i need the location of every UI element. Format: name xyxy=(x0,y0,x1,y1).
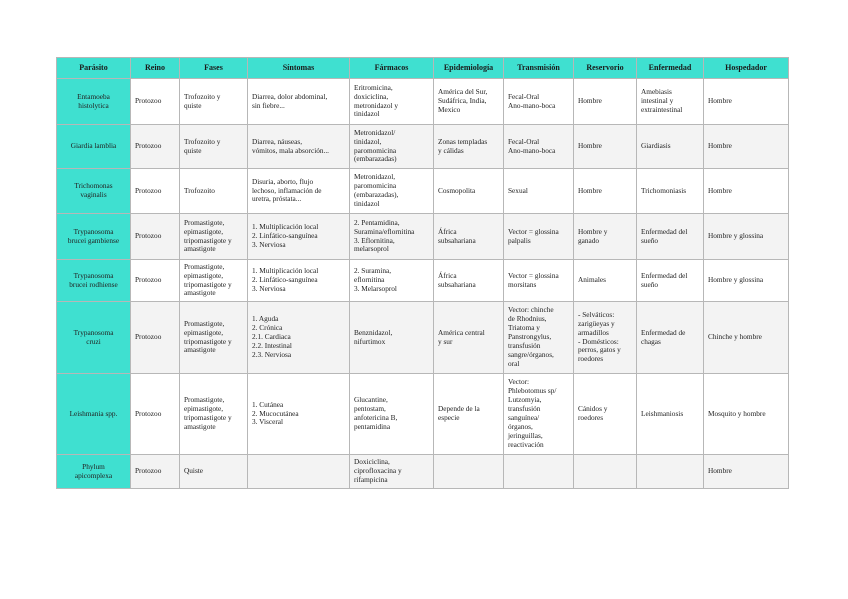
cell-reservorio xyxy=(574,79,637,125)
cell-sintomas xyxy=(248,125,350,169)
cell-text: Hombre xyxy=(578,96,602,106)
cell-hospedador xyxy=(704,125,789,169)
cell-enfermedad xyxy=(637,374,704,455)
cell-sintomas xyxy=(248,260,350,302)
cell-epidemiologia xyxy=(434,125,504,169)
cell-text: Protozoo xyxy=(135,185,162,195)
cell-transmision xyxy=(504,214,574,260)
cell-text: Chinche y hombre xyxy=(708,332,762,342)
cell-text: Doxiciclina, ciprofloxacina y rifampicina xyxy=(354,457,402,484)
cell-hospedador xyxy=(704,260,789,302)
cell-hospedador xyxy=(704,374,789,455)
table-row xyxy=(57,125,789,169)
cell-sintomas xyxy=(248,169,350,214)
cell-hospedador xyxy=(704,302,789,374)
header-parasito: Parásito xyxy=(57,58,131,79)
cell-epidemiologia xyxy=(434,260,504,302)
cell-reino xyxy=(131,260,180,302)
header-fases: Fases xyxy=(180,58,248,79)
cell-reservorio xyxy=(574,455,637,489)
cell-reservorio xyxy=(574,214,637,260)
cell-farmacos xyxy=(350,374,434,455)
cell-fases xyxy=(180,214,248,260)
cell-text: Hombre xyxy=(578,141,602,151)
cell-sintomas xyxy=(248,455,350,489)
cell-parasito xyxy=(57,79,131,125)
header-enfermedad: Enfermedad xyxy=(637,58,704,79)
cell-epidemiologia xyxy=(434,214,504,260)
header-reino: Reino xyxy=(131,58,180,79)
cell-text: Metronidazol/ tinidazol, paromomicina (embarazadas) xyxy=(354,127,397,164)
cell-fases xyxy=(180,79,248,125)
header-epidemiologia: Epidemiología xyxy=(434,58,504,79)
cell-text: 1. Multiplicación local 2. Linfático-sanguínea 3. Nerviosa xyxy=(252,222,319,249)
cell-transmision xyxy=(504,125,574,169)
cell-text: Protozoo xyxy=(135,275,162,285)
cell-text: Fecal-Oral Ano-mano-boca xyxy=(508,136,556,155)
cell-farmacos xyxy=(350,455,434,489)
cell-sintomas xyxy=(248,214,350,260)
cell-text: Cosmopolita xyxy=(438,185,476,195)
cell-text: Promastigote, epimastigote, tripomastigote y amastigote xyxy=(184,395,232,431)
header-transmision: Transmisión xyxy=(504,58,574,79)
cell-parasito xyxy=(57,169,131,214)
cell-reino xyxy=(131,455,180,489)
cell-text: Leishmania spp. xyxy=(69,408,118,418)
cell-hospedador xyxy=(704,79,789,125)
cell-fases xyxy=(180,125,248,169)
cell-enfermedad xyxy=(637,302,704,374)
cell-text: Quiste xyxy=(184,466,204,476)
cell-reino xyxy=(131,125,180,169)
cell-text: Promastigote, epimastigote, tripomastigote y amastigote xyxy=(184,217,232,254)
cell-transmision xyxy=(504,260,574,302)
cell-text: Enfermedad del sueño xyxy=(641,226,688,245)
cell-text: Promastigote, epimastigote, tripomastigote y amastigote xyxy=(184,261,232,298)
table-row xyxy=(57,302,789,374)
cell-text: Entamoeba histolytica xyxy=(77,91,110,110)
cell-reino xyxy=(131,79,180,125)
cell-hospedador xyxy=(704,214,789,260)
cell-transmision xyxy=(504,374,574,455)
cell-reino xyxy=(131,374,180,455)
cell-reservorio xyxy=(574,302,637,374)
table-row xyxy=(57,79,789,125)
cell-text: 2. Pentamidina, Suramina/eflornitina 3. Eflornitina, melarsoprol xyxy=(354,217,415,254)
cell-text: Trofozoito xyxy=(184,185,215,195)
cell-epidemiologia xyxy=(434,374,504,455)
cell-epidemiologia xyxy=(434,79,504,125)
cell-reino xyxy=(131,214,180,260)
cell-parasito xyxy=(57,260,131,302)
cell-text: Trofozoito y quiste xyxy=(184,91,221,110)
cell-text: Vector: Phlebotomus sp/ Lutzomyia, transfusión sanguínea/ órganos, jeringuillas, reactivación xyxy=(508,377,557,449)
cell-text: Disuria, aborto, flujo lechoso, inflamación de uretra, próstata... xyxy=(252,176,322,204)
cell-parasito xyxy=(57,214,131,260)
cell-text: Sexual xyxy=(508,185,528,195)
cell-text: 1. Multiplicación local 2. Linfático-sanguínea 3. Nerviosa xyxy=(252,266,319,293)
cell-epidemiologia xyxy=(434,169,504,214)
cell-text: Protozoo xyxy=(135,141,162,151)
cell-text: Promastigote, epimastigote, tripomastigote y amastigote xyxy=(184,318,232,355)
cell-text: Amebiasis intestinal y extraintestinal xyxy=(641,87,683,114)
cell-transmision xyxy=(504,302,574,374)
cell-text: Protozoo xyxy=(135,332,162,342)
cell-text: Zonas templadas y cálidas xyxy=(438,136,488,155)
cell-reservorio xyxy=(574,125,637,169)
cell-text: Cánidos y roedores xyxy=(578,404,608,422)
cell-text: Enfermedad del sueño xyxy=(641,270,688,289)
cell-enfermedad xyxy=(637,260,704,302)
cell-text: Diarrea, náuseas, vómitos, mala absorción... xyxy=(252,136,330,155)
cell-epidemiologia xyxy=(434,302,504,374)
cell-text: 1. Aguda 2. Crónica 2.1. Cardiaca 2.2. Intestinal 2.3. Nerviosa xyxy=(252,314,292,359)
cell-text: Benznidazol, nifurtimox xyxy=(354,327,393,346)
cell-text: África subsahariana xyxy=(438,270,476,289)
cell-fases xyxy=(180,455,248,489)
table-header xyxy=(57,58,789,79)
header-farmacos: Fármacos xyxy=(350,58,434,79)
cell-farmacos xyxy=(350,125,434,169)
cell-text: - Selváticos: zarigüeyas y armadillos - Domésticos: perros, gatos y roedores xyxy=(578,309,621,364)
cell-fases xyxy=(180,374,248,455)
table-row xyxy=(57,260,789,302)
cell-epidemiologia xyxy=(434,455,504,489)
cell-text: Giardia lamblia xyxy=(70,141,117,151)
cell-text: Fecal-Oral Ano-mano-boca xyxy=(508,91,556,110)
cell-text: Mosquito y hombre xyxy=(708,408,766,418)
cell-text: África subsahariana xyxy=(438,226,476,245)
cell-text: Trypanosoma brucei rodhiense xyxy=(69,270,118,289)
cell-reino xyxy=(131,169,180,214)
cell-text: Vector = glossina palpalis xyxy=(508,226,559,245)
cell-text: Metronidazol, paromomicina (embarazadas), tinidazol xyxy=(354,172,399,208)
cell-text: Vector: chinche de Rhodnius, Triatoma y Panstrongylus, transfusión sangre/órganos, oral xyxy=(508,305,554,368)
parasites-table xyxy=(56,57,789,489)
cell-transmision xyxy=(504,169,574,214)
cell-text: Glucantine, pentostam, anfotericina B, pentamidina xyxy=(354,395,398,431)
header-sintomas: Síntomas xyxy=(248,58,350,79)
cell-text: Trypanosoma brucei gambiense xyxy=(67,226,120,245)
cell-enfermedad xyxy=(637,125,704,169)
cell-text: Hombre xyxy=(708,185,732,195)
cell-text: Animales xyxy=(578,275,606,285)
cell-text: Vector = glossina morsitans xyxy=(508,270,559,289)
cell-text: Giardiasis xyxy=(641,141,671,151)
table-row xyxy=(57,214,789,260)
cell-text: Hombre xyxy=(578,185,602,195)
cell-text: Protozoo xyxy=(135,96,162,106)
cell-text: Phylum apicomplexa xyxy=(74,461,113,480)
cell-sintomas xyxy=(248,374,350,455)
cell-text: 2. Suramina, eflornitina 3. Melarsoprol xyxy=(354,266,397,293)
cell-text: Protozoo xyxy=(135,231,162,241)
cell-text: Trichomonas vaginalis xyxy=(74,181,113,199)
cell-fases xyxy=(180,169,248,214)
cell-parasito xyxy=(57,125,131,169)
cell-enfermedad xyxy=(637,455,704,489)
cell-fases xyxy=(180,302,248,374)
table-body xyxy=(57,79,789,489)
cell-parasito xyxy=(57,455,131,489)
cell-text: 1. Cutánea 2. Mucocutánea 3. Visceral xyxy=(252,399,299,427)
cell-text: Hombre y glossina xyxy=(708,275,764,285)
cell-transmision xyxy=(504,455,574,489)
cell-text: Hombre xyxy=(708,141,732,151)
cell-hospedador xyxy=(704,169,789,214)
cell-text: Trypanosoma cruzi xyxy=(73,327,114,346)
cell-text: Protozoo xyxy=(135,408,162,418)
cell-reino xyxy=(131,302,180,374)
cell-reservorio xyxy=(574,169,637,214)
cell-enfermedad xyxy=(637,214,704,260)
cell-text: Hombre xyxy=(708,466,732,476)
header-hospedador: Hospedador xyxy=(704,58,789,79)
header-row xyxy=(57,58,789,79)
header-reservorio: Reservorio xyxy=(574,58,637,79)
cell-hospedador xyxy=(704,455,789,489)
table-row xyxy=(57,455,789,489)
cell-text: Hombre y glossina xyxy=(708,231,764,241)
cell-text: Protozoo xyxy=(135,466,162,476)
cell-enfermedad xyxy=(637,79,704,125)
cell-reservorio xyxy=(574,374,637,455)
cell-text: América del Sur, Sudáfrica, India, Mexico xyxy=(438,87,488,114)
cell-transmision xyxy=(504,79,574,125)
cell-text: Enfermedad de chagas xyxy=(641,327,686,346)
cell-enfermedad xyxy=(637,169,704,214)
cell-parasito xyxy=(57,302,131,374)
cell-fases xyxy=(180,260,248,302)
cell-farmacos xyxy=(350,302,434,374)
cell-text: Diarrea, dolor abdominal, sin fiebre... xyxy=(252,91,328,110)
cell-text: Hombre y ganado xyxy=(578,226,608,245)
cell-sintomas xyxy=(248,79,350,125)
cell-farmacos xyxy=(350,79,434,125)
table-row xyxy=(57,169,789,214)
cell-sintomas xyxy=(248,302,350,374)
cell-farmacos xyxy=(350,260,434,302)
cell-farmacos xyxy=(350,169,434,214)
cell-text: Leishmaniosis xyxy=(641,408,684,418)
cell-text: Trofozoito y quiste xyxy=(184,136,221,155)
table-row xyxy=(57,374,789,455)
cell-reservorio xyxy=(574,260,637,302)
cell-text: Hombre xyxy=(708,96,732,106)
cell-text: Trichomoniasis xyxy=(641,185,687,195)
cell-text: Eritromicina, doxiciclina, metronidazol y tinidazol xyxy=(354,82,398,119)
cell-text: América central y sur xyxy=(438,327,485,346)
cell-farmacos xyxy=(350,214,434,260)
cell-parasito xyxy=(57,374,131,455)
cell-text: Depende de la especie xyxy=(438,404,480,422)
